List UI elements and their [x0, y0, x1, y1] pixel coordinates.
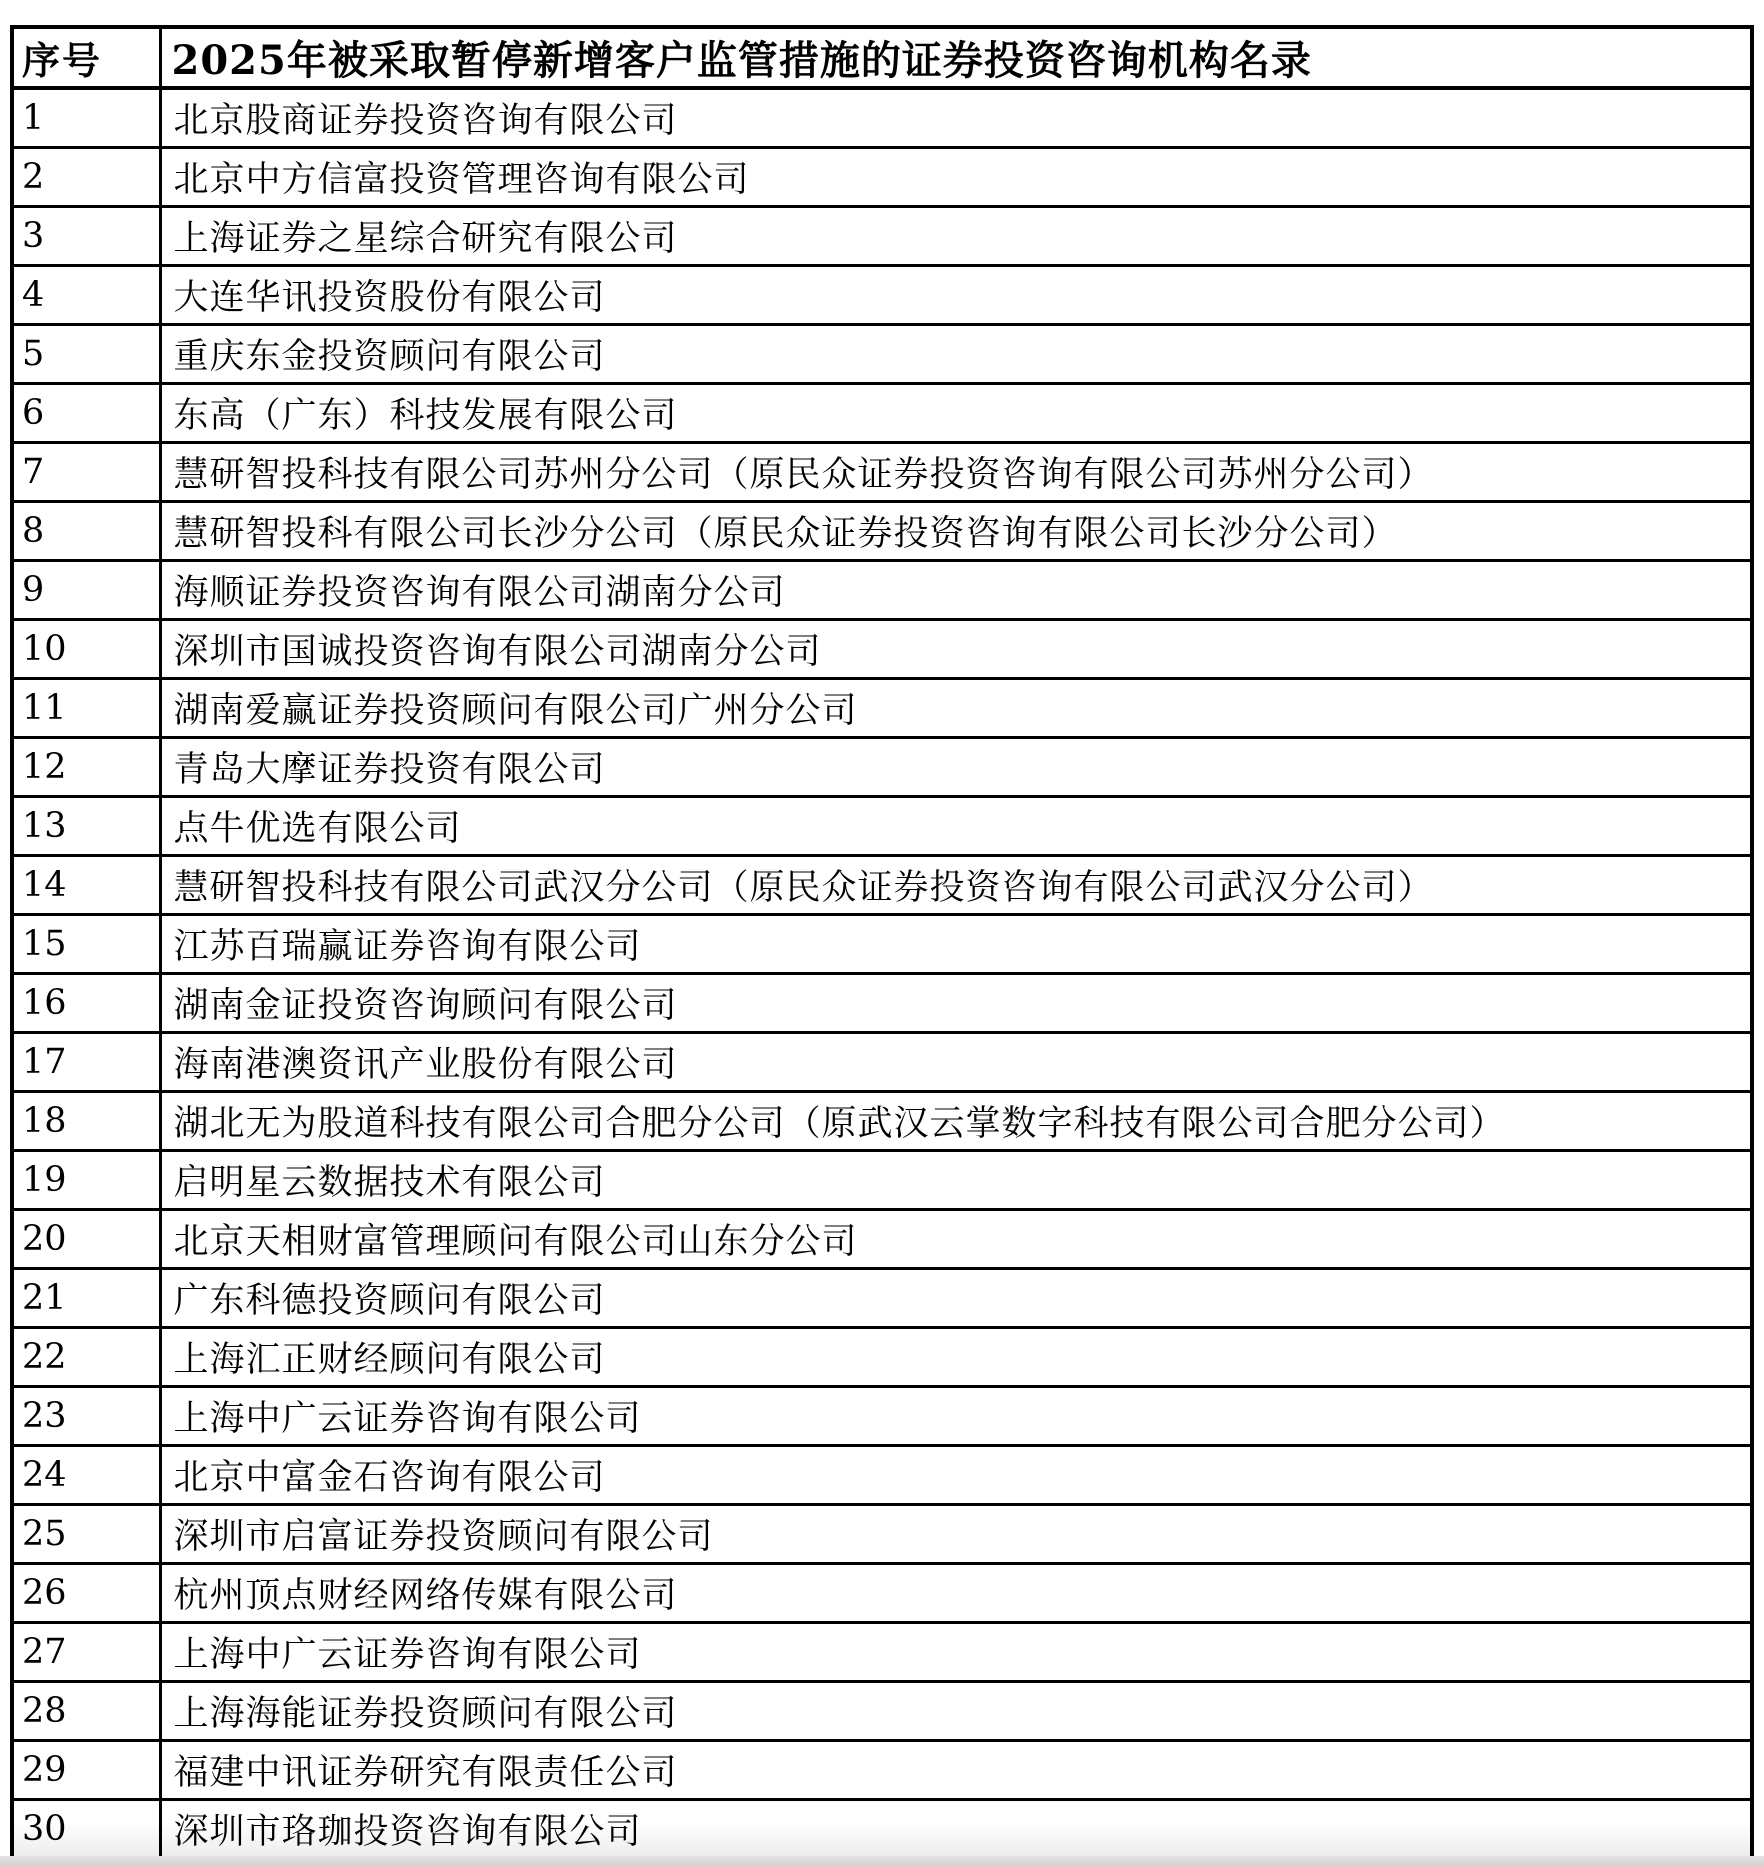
- institution-name-cell: 启明星云数据技术有限公司: [160, 1151, 1752, 1210]
- serial-number-cell: 8: [12, 502, 160, 561]
- table-row: [12, 443, 1752, 502]
- table-row: [12, 1741, 1752, 1800]
- table-header: [12, 27, 1752, 88]
- table-row: [12, 1682, 1752, 1741]
- table-row: [12, 974, 1752, 1033]
- institution-name-cell: 深圳市国诚投资咨询有限公司湖南分公司: [160, 620, 1752, 679]
- institution-name-cell: 湖北无为股道科技有限公司合肥分公司（原武汉云掌数字科技有限公司合肥分公司）: [160, 1092, 1752, 1151]
- header-serial-number: 序号: [12, 27, 160, 88]
- institution-name-cell: 海顺证券投资咨询有限公司湖南分公司: [160, 561, 1752, 620]
- table-row: [12, 1328, 1752, 1387]
- serial-number-cell: 2: [12, 148, 160, 207]
- table-row: [12, 325, 1752, 384]
- institution-name-cell: 北京中方信富投资管理咨询有限公司: [160, 148, 1752, 207]
- serial-number-cell: 6: [12, 384, 160, 443]
- table-row: [12, 1623, 1752, 1682]
- institution-name-cell: 北京中富金石咨询有限公司: [160, 1446, 1752, 1505]
- table-row: [12, 1564, 1752, 1623]
- serial-number-cell: 25: [12, 1505, 160, 1564]
- serial-number-cell: 13: [12, 797, 160, 856]
- institution-name-cell: 杭州顶点财经网络传媒有限公司: [160, 1564, 1752, 1623]
- table-row: [12, 1151, 1752, 1210]
- serial-number-cell: 5: [12, 325, 160, 384]
- table-row: [12, 679, 1752, 738]
- serial-number-cell: 3: [12, 207, 160, 266]
- institution-name-cell: 福建中讯证券研究有限责任公司: [160, 1741, 1752, 1800]
- institution-name-cell: 点牛优选有限公司: [160, 797, 1752, 856]
- serial-number-cell: 9: [12, 561, 160, 620]
- serial-number-cell: 16: [12, 974, 160, 1033]
- serial-number-cell: 29: [12, 1741, 160, 1800]
- table-row: [12, 502, 1752, 561]
- institution-name-cell: 重庆东金投资顾问有限公司: [160, 325, 1752, 384]
- serial-number-cell: 10: [12, 620, 160, 679]
- serial-number-cell: 1: [12, 88, 160, 148]
- institution-name-cell: 北京股商证券投资咨询有限公司: [160, 88, 1752, 148]
- institution-name-cell: 大连华讯投资股份有限公司: [160, 266, 1752, 325]
- table-row: [12, 384, 1752, 443]
- suspended-institutions-table: [10, 25, 1754, 1861]
- table-row: [12, 1446, 1752, 1505]
- table-row: [12, 266, 1752, 325]
- serial-number-cell: 17: [12, 1033, 160, 1092]
- header-row: [12, 27, 1752, 88]
- table-row: [12, 797, 1752, 856]
- institution-name-cell: 湖南金证投资咨询顾问有限公司: [160, 974, 1752, 1033]
- serial-number-cell: 11: [12, 679, 160, 738]
- serial-number-cell: 4: [12, 266, 160, 325]
- institution-name-cell: 上海证券之星综合研究有限公司: [160, 207, 1752, 266]
- serial-number-cell: 15: [12, 915, 160, 974]
- serial-number-cell: 14: [12, 856, 160, 915]
- institution-name-cell: 上海中广云证券咨询有限公司: [160, 1387, 1752, 1446]
- institution-name-cell: 青岛大摩证券投资有限公司: [160, 738, 1752, 797]
- table-row: [12, 915, 1752, 974]
- serial-number-cell: 22: [12, 1328, 160, 1387]
- institution-name-cell: 上海中广云证券咨询有限公司: [160, 1623, 1752, 1682]
- serial-number-cell: 24: [12, 1446, 160, 1505]
- institution-name-cell: 海南港澳资讯产业股份有限公司: [160, 1033, 1752, 1092]
- institution-name-cell: 慧研智投科技有限公司苏州分公司（原民众证券投资咨询有限公司苏州分公司）: [160, 443, 1752, 502]
- institution-name-cell: 湖南爱赢证券投资顾问有限公司广州分公司: [160, 679, 1752, 738]
- institution-name-cell: 慧研智投科技有限公司武汉分公司（原民众证券投资咨询有限公司武汉分公司）: [160, 856, 1752, 915]
- table-row: [12, 1269, 1752, 1328]
- table-row: [12, 620, 1752, 679]
- table-row: [12, 1387, 1752, 1446]
- table-row: [12, 738, 1752, 797]
- table-row: [12, 1210, 1752, 1269]
- institution-name-cell: 北京天相财富管理顾问有限公司山东分公司: [160, 1210, 1752, 1269]
- institution-name-cell: 江苏百瑞赢证券咨询有限公司: [160, 915, 1752, 974]
- serial-number-cell: 19: [12, 1151, 160, 1210]
- table-row: [12, 561, 1752, 620]
- page-bottom-edge: [0, 1856, 1764, 1866]
- institution-name-cell: 广东科德投资顾问有限公司: [160, 1269, 1752, 1328]
- serial-number-cell: 30: [12, 1800, 160, 1860]
- serial-number-cell: 23: [12, 1387, 160, 1446]
- table-row: [12, 1092, 1752, 1151]
- table-body: [12, 88, 1752, 1859]
- table-row: [12, 856, 1752, 915]
- serial-number-cell: 7: [12, 443, 160, 502]
- table-row: [12, 207, 1752, 266]
- institution-name-cell: 东高（广东）科技发展有限公司: [160, 384, 1752, 443]
- institution-name-cell: 上海海能证券投资顾问有限公司: [160, 1682, 1752, 1741]
- institution-name-cell: 慧研智投科有限公司长沙分公司（原民众证券投资咨询有限公司长沙分公司）: [160, 502, 1752, 561]
- serial-number-cell: 27: [12, 1623, 160, 1682]
- institution-name-cell: 深圳市启富证券投资顾问有限公司: [160, 1505, 1752, 1564]
- institution-name-cell: 深圳市珞珈投资咨询有限公司: [160, 1800, 1752, 1860]
- serial-number-cell: 20: [12, 1210, 160, 1269]
- serial-number-cell: 21: [12, 1269, 160, 1328]
- header-title: 2025年被采取暂停新增客户监管措施的证券投资咨询机构名录: [160, 27, 1752, 88]
- table-row: [12, 148, 1752, 207]
- serial-number-cell: 18: [12, 1092, 160, 1151]
- table-row: [12, 88, 1752, 148]
- table-row: [12, 1800, 1752, 1860]
- serial-number-cell: 26: [12, 1564, 160, 1623]
- table-row: [12, 1033, 1752, 1092]
- table-row: [12, 1505, 1752, 1564]
- serial-number-cell: 12: [12, 738, 160, 797]
- serial-number-cell: 28: [12, 1682, 160, 1741]
- institution-name-cell: 上海汇正财经顾问有限公司: [160, 1328, 1752, 1387]
